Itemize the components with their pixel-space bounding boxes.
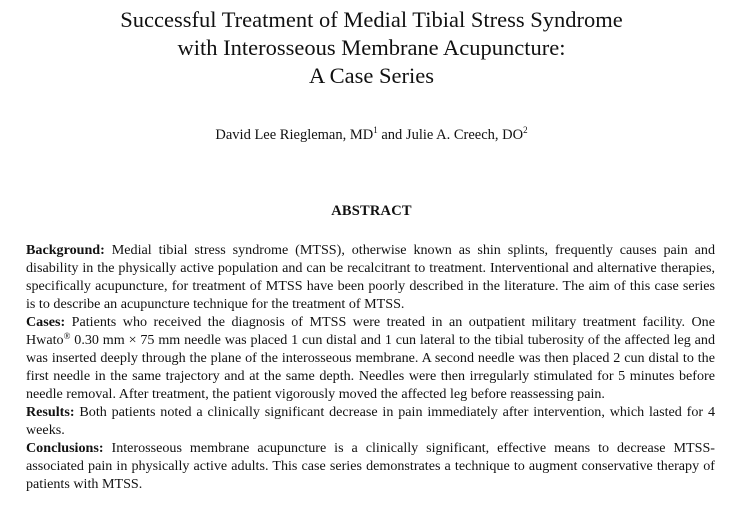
title-line-1: Successful Treatment of Medial Tibial Stress Syndrome	[120, 7, 623, 32]
abstract-cases	[26, 313, 715, 403]
results-label: Results:	[26, 404, 75, 420]
author-2-affiliation: 2	[523, 125, 528, 135]
conclusions-text: Interosseous membrane acupuncture is a clinically significant, effective means to decrease MTSS-associated pain in physically active adults. This case series demonstrates a technique to augment conservative therapy of patients with MTSS.	[26, 440, 715, 492]
cases-label: Cases:	[26, 314, 66, 330]
title-line-3: A Case Series	[309, 63, 434, 88]
abstract-background	[26, 241, 715, 313]
author-line	[0, 126, 743, 144]
background-text: Medial tibial stress syndrome (MTSS), otherwise known as shin splints, frequently causes pain and disability in the physically active population and can be recalcitrant to treatment. Interventional and alternative therapies, specifically acupuncture, for treatment of MTSS have been poorly described in the literature. The aim of this case series is to describe an acupuncture technique for the treatment of MTSS.	[26, 242, 715, 312]
results-text: Both patients noted a clinically significant decrease in pain immediately after intervention, which lasted for 4 weeks.	[26, 404, 715, 438]
author-connector: and	[377, 127, 406, 143]
author-2-name: Julie A. Creech, DO	[405, 127, 524, 143]
abstract-heading: ABSTRACT	[331, 203, 412, 219]
abstract-results	[26, 403, 715, 439]
author-1-affiliation: 1	[373, 125, 378, 135]
cases-text-part-1: Patients who received the diagnosis of MTSS were treated in an outpatient military treatment facility. One Hwato	[26, 314, 715, 348]
abstract-body	[26, 241, 715, 493]
author-1-name: David Lee Riegleman, MD	[215, 127, 374, 143]
registered-mark: ®	[63, 331, 71, 341]
cases-text-part-2: 0.30 mm × 75 mm needle was placed 1 cun distal and 1 cun lateral to the tibial tuberosity of the affected leg and was inserted deeply through the plane of the interosseous membrane. A second needle was then placed 2 cun distal to the first needle in the same trajectory and at the same depth. Needles were then irregularly stimulated for 5 minutes before needle removal. After treatment, the patient vigorously moved the affected leg before reassessing pain.	[26, 332, 715, 402]
paper-title	[0, 6, 743, 90]
conclusions-label: Conclusions:	[26, 440, 104, 456]
title-line-2: with Interosseous Membrane Acupuncture:	[177, 35, 566, 60]
abstract-conclusions	[26, 439, 715, 493]
background-label: Background:	[26, 242, 105, 258]
